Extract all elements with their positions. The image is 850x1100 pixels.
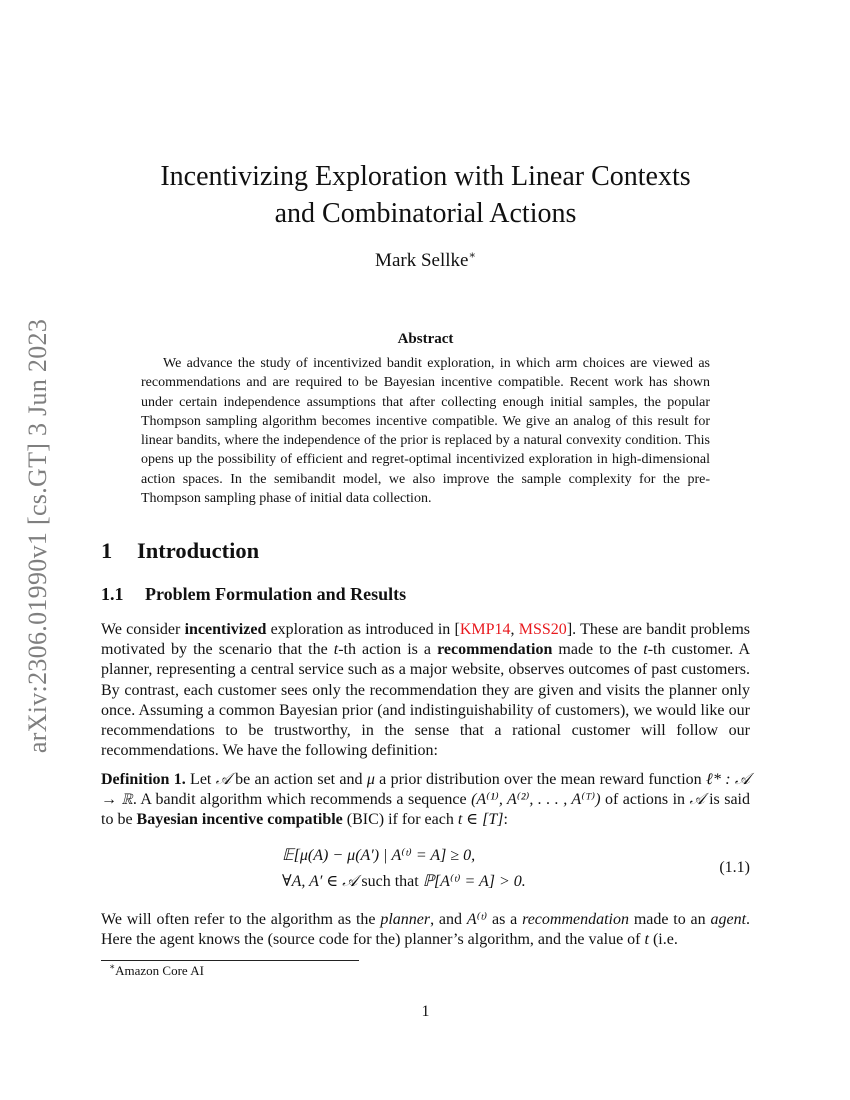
- math-inline: μ: [366, 771, 375, 788]
- text-run: ,: [510, 621, 519, 638]
- math-inline: ℓ* : 𝒜 → ℝ: [101, 771, 750, 809]
- text-run: . A bandit algorithm which recommends a sequence: [132, 791, 472, 809]
- text-run: exploration as introduced in [: [266, 621, 460, 638]
- text-run: (BIC) if for each: [342, 811, 458, 829]
- text-run: , and: [430, 911, 467, 928]
- text-run: as a: [487, 911, 523, 928]
- equation-number: (1.1): [719, 859, 750, 876]
- bold-term-bic: Bayesian incentive compatible: [136, 811, 343, 829]
- definition-label: Definition 1.: [101, 771, 186, 788]
- title-line-2: and Combinatorial Actions: [274, 198, 577, 229]
- text-run: :: [503, 811, 508, 829]
- text-run: a prior distribution over the mean reward function: [374, 771, 706, 788]
- page-number: 1: [421, 1003, 430, 1020]
- subsection-title: Problem Formulation and Results: [145, 584, 407, 604]
- text-run: such that: [357, 873, 423, 890]
- italic-term-planner: planner: [380, 911, 431, 928]
- author: [101, 250, 750, 272]
- text-run: We consider: [101, 621, 185, 638]
- math-inline: t: [643, 641, 648, 659]
- text-run: is said to be: [101, 791, 751, 829]
- author-name: Mark Sellke: [375, 250, 469, 271]
- math-inline: ℙ[A⁽ᵗ⁾ = A] > 0.: [422, 873, 526, 890]
- paragraph-intro: [101, 620, 750, 761]
- text-run: (i.e.: [648, 931, 678, 949]
- paragraph-planner: [101, 910, 750, 950]
- bold-term-recommendation: recommendation: [437, 641, 553, 659]
- equation-1-1: [101, 845, 750, 895]
- math-inline: ∀A, A′ ∈ 𝒜: [282, 873, 358, 890]
- abstract-heading: Abstract: [397, 331, 454, 347]
- italic-term-recommendation: recommendation: [522, 911, 629, 928]
- text-run: We will often refer to the algorithm as the: [101, 911, 381, 928]
- text-run: of actions in: [600, 791, 690, 809]
- subsection-number: 1.1: [101, 584, 124, 604]
- equation-line-1: 𝔼[μ(A) − μ(A′) | A⁽ᵗ⁾ = A] ≥ 0,: [282, 847, 476, 864]
- math-inline: (A⁽¹⁾, A⁽²⁾, . . . , A⁽ᵀ⁾): [471, 791, 601, 809]
- math-inline: t ∈ [T]: [457, 811, 504, 829]
- math-inline: 𝒜: [215, 771, 231, 788]
- math-inline: t: [333, 641, 339, 659]
- citation-link-kmp14[interactable]: KMP14: [459, 621, 511, 638]
- abstract-text: We advance the study of incentivized bandit exploration, in which arm choices are viewed as recommendations and are required to be Bayesian incentive compatible. Recent work has shown under certain independence assumptions that after collecting enough initial samples, the popular Thompson sampling algorithm becomes incentive compatible. We give an analog of this result for linear bandits, where the independence of the prior is replaced by a natural convexity condition. This opens up the possibility of efficient and regret-optimal incentivized exploration in high-dimensional action spaces. In the semibandit model, we also improve the sample complexity for the pre-Thompson sampling phase of initial data collection.: [141, 356, 710, 507]
- text-run: be an action set and: [230, 771, 367, 788]
- paper-title: [101, 158, 750, 232]
- text-run: -th action is a: [338, 641, 438, 659]
- section-number: 1: [101, 538, 113, 563]
- section-title: Introduction: [137, 538, 260, 563]
- citation-link-mss20[interactable]: MSS20: [518, 621, 567, 638]
- math-inline: 𝒜: [689, 791, 705, 809]
- title-line-1: Incentivizing Exploration with Linear Contexts: [160, 161, 691, 192]
- math-inline: A⁽ᵗ⁾: [466, 911, 488, 928]
- text-run: made to an: [629, 911, 711, 928]
- bold-term-incentivized: incentivized: [184, 621, 267, 638]
- footnote-mark: ∗: [109, 961, 116, 972]
- footnote-rule: [101, 960, 359, 961]
- footnote: [101, 963, 204, 979]
- text-run: . Here the agent knows the (source code for the) planner’s algorithm, and the value of: [101, 911, 751, 949]
- author-footnote-mark: ∗: [468, 249, 476, 262]
- text-run: Let: [185, 771, 216, 788]
- arxiv-identifier: arXiv:2306.01990v1 [cs.GT] 3 Jun 2023: [23, 318, 52, 754]
- subsection-heading: [101, 584, 406, 605]
- section-heading: [101, 538, 259, 564]
- math-inline: t: [644, 931, 649, 949]
- text-run: -th customer. A planner, representing a central service such as a major website, observes outcomes of past customers. By contrast, each customer sees only the recommendation they are given and visits the planner only once. Assuming a common Bayesian prior (and indistinguishability of customers), we would like our recommendations to be trustworthy, in the sense that a rational customer will follow our recommendations. We have the following definition:: [101, 641, 751, 760]
- italic-term-agent: agent: [710, 911, 747, 928]
- text-run: ]. These are bandit problems motivated by the scenario that the: [101, 621, 751, 659]
- text-run: made to the: [552, 641, 644, 659]
- equation-line-2: [282, 871, 526, 891]
- definition-block: [101, 770, 750, 831]
- arxiv-sidebar: [22, 297, 54, 775]
- footnote-text: Amazon Core AI: [115, 963, 204, 978]
